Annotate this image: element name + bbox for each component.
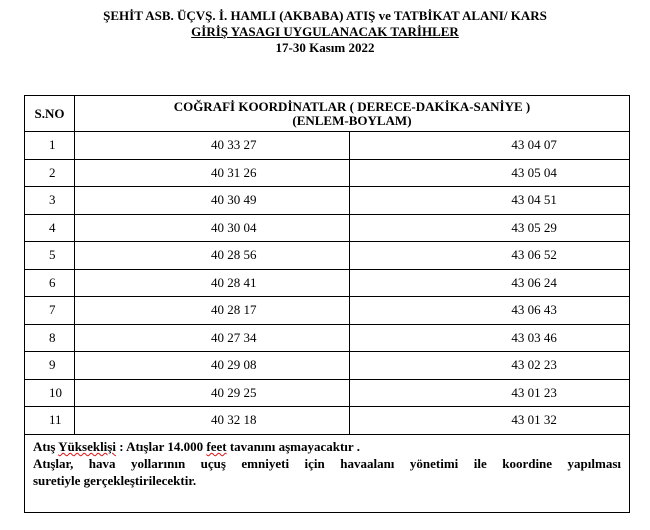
table-row — [25, 407, 630, 435]
table-row — [25, 352, 630, 380]
row-longitude: 43 06 52 — [350, 242, 630, 270]
row-number: 11 — [25, 407, 75, 435]
row-number: 8 — [25, 324, 75, 352]
row-latitude: 40 30 04 — [74, 214, 349, 242]
row-number: 5 — [25, 242, 75, 270]
row-latitude: 40 33 27 — [74, 132, 349, 160]
row-longitude: 43 01 23 — [350, 379, 630, 407]
note-altitude-end: tavanını aşmayacaktır . — [226, 439, 360, 454]
table-header-row — [25, 96, 630, 132]
document-header — [0, 8, 650, 56]
table-row — [25, 159, 630, 187]
header-coordinates-line2: (ENLEM-BOYLAM) — [292, 112, 412, 128]
table-row — [25, 214, 630, 242]
table-row — [25, 242, 630, 270]
row-number: 9 — [25, 352, 75, 380]
row-latitude: 40 28 41 — [74, 269, 349, 297]
note-altitude-word: Yükseklişi — [58, 439, 116, 454]
row-latitude: 40 29 25 — [74, 379, 349, 407]
note-altitude — [33, 438, 621, 455]
header-coordinates-line1: COĞRAFİ KOORDİNATLAR ( DERECE-DAKİKA-SANİYE ) — [173, 98, 531, 114]
notes-box — [24, 435, 630, 513]
table-row — [25, 324, 630, 352]
document-subtitle: GİRİŞ YASAGI UYGULANACAK TARİHLER — [191, 24, 459, 39]
row-longitude: 43 05 29 — [350, 214, 630, 242]
header-sno: S.NO — [25, 96, 75, 132]
note-altitude-unit: feet — [206, 439, 227, 454]
row-number: 2 — [25, 159, 75, 187]
row-number: 3 — [25, 187, 75, 215]
row-number: 4 — [25, 214, 75, 242]
header-coordinates — [74, 96, 629, 132]
table-row — [25, 269, 630, 297]
row-longitude: 43 06 24 — [350, 269, 630, 297]
row-latitude: 40 29 08 — [74, 352, 349, 380]
row-number: 7 — [25, 297, 75, 325]
row-latitude: 40 30 49 — [74, 187, 349, 215]
row-number: 1 — [25, 132, 75, 160]
row-number: 6 — [25, 269, 75, 297]
table-row — [25, 297, 630, 325]
document-dates: 17-30 Kasım 2022 — [275, 40, 375, 55]
note-coordination-line2: suretiyle gerçekleştirilecektir. — [33, 473, 197, 488]
row-longitude: 43 05 04 — [350, 159, 630, 187]
row-latitude: 40 28 17 — [74, 297, 349, 325]
row-latitude: 40 27 34 — [74, 324, 349, 352]
table-row — [25, 132, 630, 160]
table-row — [25, 379, 630, 407]
note-altitude-prefix: Atış — [33, 439, 59, 454]
row-number: 10 — [25, 379, 75, 407]
row-longitude: 43 01 32 — [350, 407, 630, 435]
note-coordination-line1: Atışlar, hava yollarının uçuş emniyeti için havaalanı yönetimi ile koordine yapılması — [33, 456, 621, 471]
row-longitude: 43 03 46 — [350, 324, 630, 352]
row-latitude: 40 32 18 — [74, 407, 349, 435]
note-altitude-mid: : Atışlar 14.000 — [115, 439, 207, 454]
row-longitude: 43 04 51 — [350, 187, 630, 215]
coordinates-table — [24, 95, 630, 435]
table-row — [25, 187, 630, 215]
row-latitude: 40 28 56 — [74, 242, 349, 270]
table-body — [25, 132, 630, 435]
row-longitude: 43 02 23 — [350, 352, 630, 380]
document-title: ŞEHİT ASB. ÜÇVŞ. İ. HAMLI (AKBABA) ATIŞ ve TATBİKAT ALANI/ KARS — [103, 8, 547, 23]
row-longitude: 43 06 43 — [350, 297, 630, 325]
row-latitude: 40 31 26 — [74, 159, 349, 187]
row-longitude: 43 04 07 — [350, 132, 630, 160]
